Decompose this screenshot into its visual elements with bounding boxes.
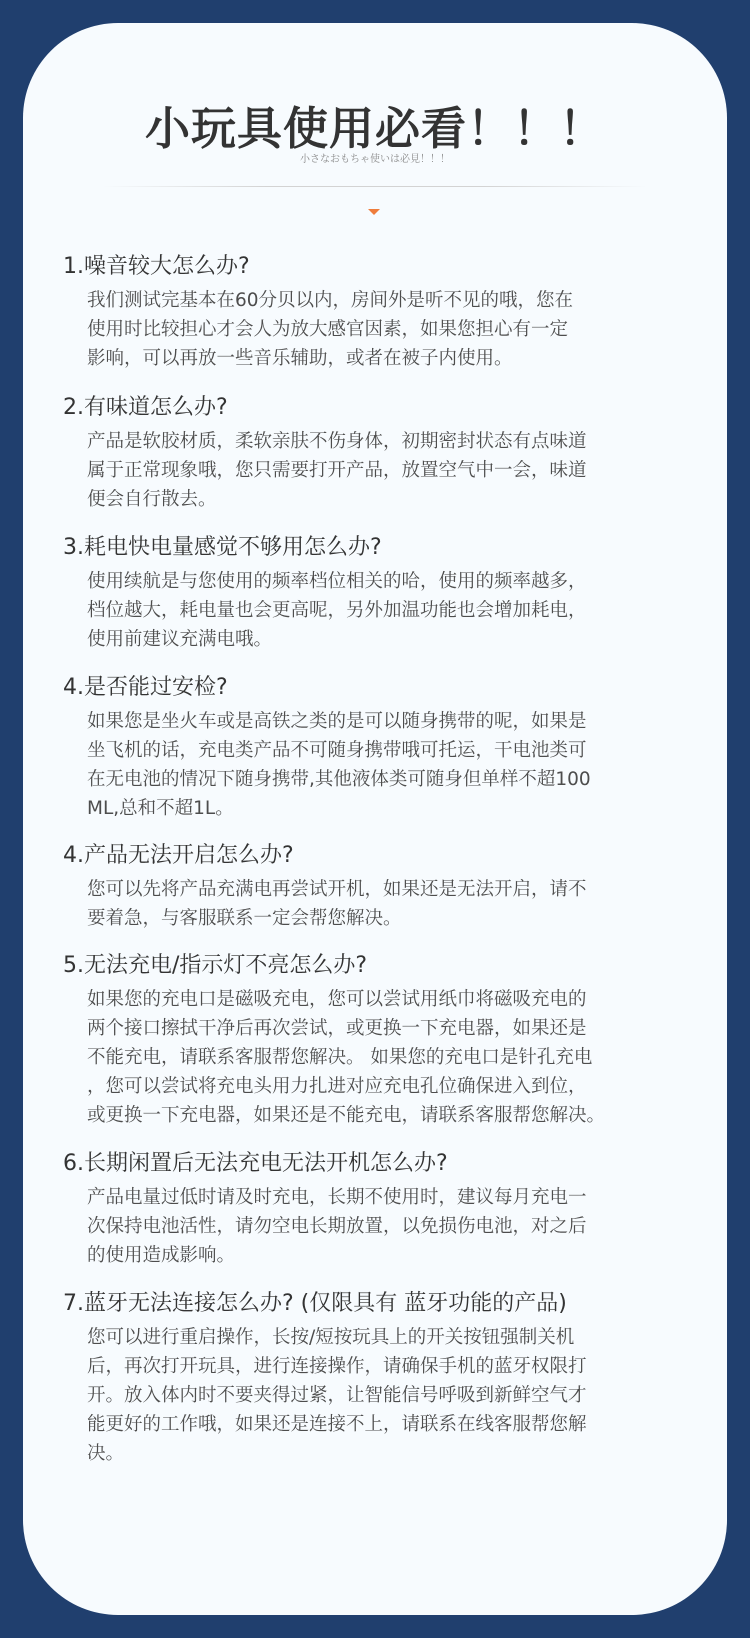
faq-answer-line: ML,总和不超1L。 bbox=[87, 798, 234, 819]
faq-item bbox=[63, 841, 723, 933]
title-divider bbox=[103, 186, 647, 187]
faq-answer-line: ，您可以尝试将充电头用力扎进对应充电孔位确保进入到位， bbox=[87, 1076, 587, 1097]
faq-item bbox=[63, 1289, 723, 1468]
faq-answer-line: 如果您是坐火车或是高铁之类的是可以随身携带的呢，如果是 bbox=[87, 711, 587, 732]
faq-answer bbox=[87, 567, 723, 654]
faq-question: 6.长期闲置后无法充电无法开机怎么办? bbox=[63, 1151, 448, 1176]
faq-item bbox=[63, 1149, 723, 1270]
faq-item bbox=[63, 533, 723, 654]
faq-answer-line: 要着急，与客服联系一定会帮您解决。 bbox=[87, 908, 402, 929]
faq-answer-line: 两个接口擦拭干净后再次尝试，或更换一下充电器，如果还是 bbox=[87, 1018, 587, 1039]
faq-answer-line: 您可以进行重启操作，长按/短按玩具上的开关按钮强制关机 bbox=[87, 1327, 575, 1348]
faq-question: 2.有味道怎么办? bbox=[63, 395, 228, 420]
faq-answer-line: 使用时比较担心才会人为放大感官因素，如果您担心有一定 bbox=[87, 319, 569, 340]
faq-answer-line: 坐飞机的话，充电类产品不可随身携带哦可托运，干电池类可 bbox=[87, 740, 587, 761]
faq-answer-line: 决。 bbox=[87, 1443, 125, 1464]
faq-answer-line: 档位越大，耗电量也会更高呢，另外加温功能也会增加耗电， bbox=[87, 600, 587, 621]
faq-question: 4.产品无法开启怎么办? bbox=[63, 843, 294, 868]
page-subtitle: 小さなおもちゃ使いは必見！！！ bbox=[300, 154, 450, 165]
down-arrow-icon bbox=[368, 209, 380, 215]
faq-question: 7.蓝牙无法连接怎么办? (仅限具有 蓝牙功能的产品) bbox=[63, 1291, 567, 1316]
faq-answer-line: 或更换一下充电器，如果还是不能充电，请联系客服帮您解决。 bbox=[87, 1105, 606, 1126]
faq-answer bbox=[87, 707, 723, 823]
faq-answer-line: 不能充电，请联系客服帮您解决。 如果您的充电口是针孔充电 bbox=[87, 1047, 593, 1068]
faq-question: 1.噪音较大怎么办? bbox=[63, 254, 250, 279]
faq-answer bbox=[87, 427, 723, 514]
faq-answer-line: 影响，可以再放一些音乐辅助，或者在被子内使用。 bbox=[87, 348, 513, 369]
page-title: 小玩具使用必看！！！ bbox=[144, 102, 605, 155]
faq-answer-line: 如果您的充电口是磁吸充电，您可以尝试用纸巾将磁吸充电的 bbox=[87, 989, 587, 1010]
faq-item bbox=[63, 393, 723, 514]
faq-question: 4.是否能过安检? bbox=[63, 675, 228, 700]
faq-answer-line: 便会自行散去。 bbox=[87, 489, 217, 510]
faq-answer-line: 后，再次打开玩具，进行连接操作，请确保手机的蓝牙权限打 bbox=[87, 1356, 587, 1377]
faq-answer-line: 次保持电池活性，请勿空电长期放置，以免损伤电池，对之后 bbox=[87, 1216, 587, 1237]
faq-answer-line: 我们测试完基本在60分贝以内，房间外是听不见的哦，您在 bbox=[87, 290, 574, 311]
content-card bbox=[23, 23, 727, 1615]
faq-answer-line: 开。放入体内时不要夹得过紧，让智能信号呼吸到新鲜空气才 bbox=[87, 1385, 587, 1406]
faq-answer-line: 属于正常现象哦，您只需要打开产品，放置空气中一会，味道 bbox=[87, 460, 587, 481]
faq-answer-line: 使用前建议充满电哦。 bbox=[87, 629, 273, 650]
faq-answer bbox=[87, 985, 723, 1130]
faq-answer bbox=[87, 1323, 723, 1468]
faq-item bbox=[63, 673, 723, 823]
faq-answer-line: 使用续航是与您使用的频率档位相关的哈，使用的频率越多， bbox=[87, 571, 587, 592]
faq-answer bbox=[87, 1183, 723, 1270]
faq-answer bbox=[87, 286, 723, 373]
faq-answer-line: 的使用造成影响。 bbox=[87, 1245, 236, 1266]
faq-answer-line: 在无电池的情况下随身携带,其他液体类可随身但单样不超100 bbox=[87, 769, 591, 790]
faq-answer-line: 产品电量过低时请及时充电，长期不使用时，建议每月充电一 bbox=[87, 1187, 587, 1208]
faq-item bbox=[63, 252, 723, 373]
faq-answer-line: 产品是软胶材质，柔软亲肤不伤身体，初期密封状态有点味道 bbox=[87, 431, 587, 452]
faq-answer-line: 能更好的工作哦，如果还是连接不上，请联系在线客服帮您解 bbox=[87, 1414, 587, 1435]
faq-question: 5.无法充电/指示灯不亮怎么办? bbox=[63, 953, 368, 978]
faq-item bbox=[63, 951, 723, 1130]
faq-question: 3.耗电快电量感觉不够用怎么办? bbox=[63, 535, 382, 560]
faq-answer-line: 您可以先将产品充满电再尝试开机，如果还是无法开启，请不 bbox=[87, 879, 587, 900]
faq-answer bbox=[87, 875, 723, 933]
